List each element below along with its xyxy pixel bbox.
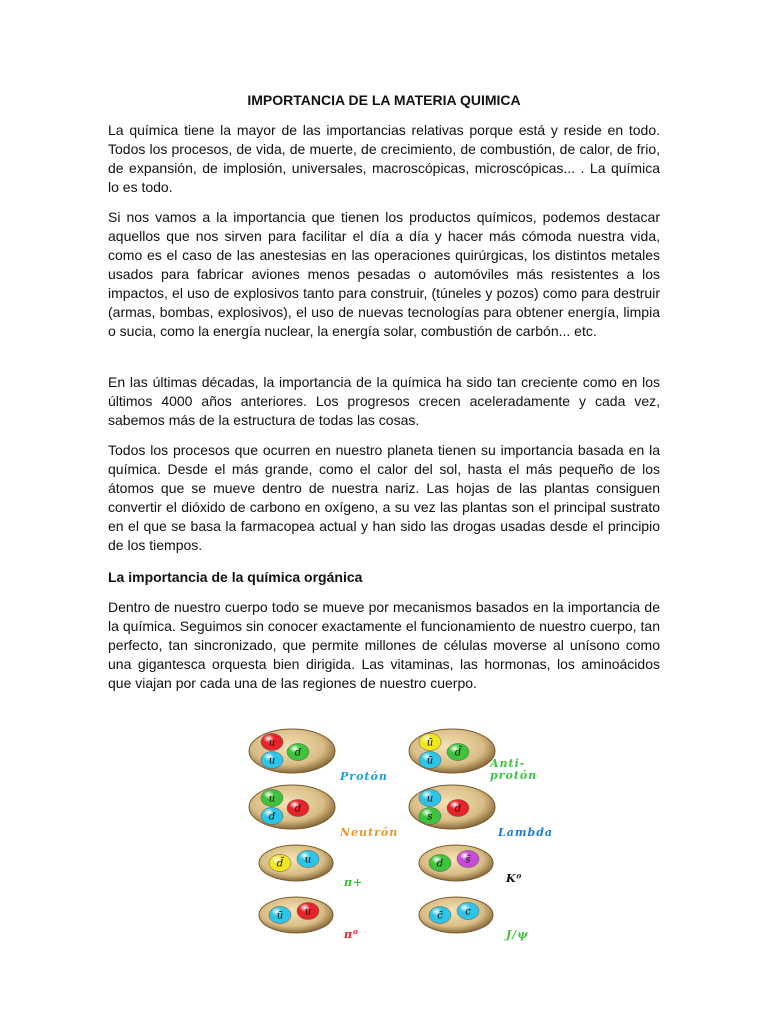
particle-7: [418, 896, 494, 934]
quark-label: d: [294, 747, 302, 759]
section-heading: La importancia de la química orgánica: [108, 569, 363, 585]
quark-1: [457, 851, 479, 868]
quark-1: [261, 808, 283, 825]
quark-label: d: [436, 858, 444, 870]
particle-label: Lambda: [498, 826, 554, 839]
particle-diagram: [246, 722, 586, 942]
paragraph-organic: Dentro de nuestro cuerpo todo se mueve por mecanismos basados en la importancia de la química. Seguimos sin conocer exactamente el funcionamiento de nuestro cuerpo, tan perfecto, tan sincronizado, que permite millones de células moverse al unísono como una gigantesca orquesta bien dirigida. Las vitaminas, las hormonas, los aminoácidos que viajan por cada una de las regiones de nuestro cuerpo.: [108, 599, 660, 691]
quark-label: u: [304, 906, 312, 918]
quark-0: [261, 734, 283, 751]
quark-label: s: [427, 811, 433, 823]
particle-shell: [248, 728, 336, 774]
particle-label: Protón: [340, 770, 388, 783]
particle-5: [418, 844, 494, 882]
quark-label: s̄: [465, 854, 471, 866]
particle-label: K⁰: [506, 872, 523, 885]
paragraph-2: Si nos vamos a la importancia que tienen los productos químicos, podemos destacar aquellos que nos sirven para facilitar el día a día y hacer más cómoda nuestra vida, como es el caso de las anestesias en las operaciones quirúrgicas, los distintos metales usados para fabricar aviones menos pesadas o automóviles más resistentes a los impactos, el uso de explosivos tanto para construir, (túneles y pozos) como para destruir (armas, bombas, explosivos), el uso de nuevas tecnologías para obtener energía, limpia o sucia, como la energía nuclear, la energía solar, combustión de carbón... etc.: [108, 209, 660, 339]
document-title: IMPORTANCIA DE LA MATERIA QUIMICA: [247, 92, 521, 108]
quark-2: [447, 800, 469, 817]
particle-shell: [248, 784, 336, 830]
quark-label: d̄: [276, 858, 284, 870]
paragraph-1: La química tiene la mayor de las importancias relativas porque está y reside en todo. Todos los procesos, de vida, de muerte, de crecimiento, de combustión, de calor, de frio, de expansión, de implosión, universales, macroscópicas, microscópicas... . La química lo es todo.: [108, 122, 660, 195]
quark-label: c: [465, 906, 471, 918]
quark-0: [261, 790, 283, 807]
particle-shell: [408, 728, 496, 774]
quark-0: [269, 907, 291, 924]
particle-1: [408, 728, 496, 774]
particle-2: [248, 784, 336, 830]
particle-shell: [408, 784, 496, 830]
quark-label: ū: [426, 737, 434, 749]
quark-1: [261, 752, 283, 769]
quark-label: d: [268, 811, 276, 823]
quark-label: c̄: [437, 910, 443, 922]
quark-label: u: [268, 737, 276, 749]
particle-shell: [258, 896, 334, 934]
paragraph-4: Todos los procesos que ocurren en nuestro planeta tienen su importancia basada en la química. Desde el más grande, como el calor del sol, hasta el más pequeño de los átomos que se mueve dentro de nuestra nariz. Las hojas de las plantas consiguen convertir el dióxido de carbono en oxígeno, a su vez las plantas son el principal sustrato en el que se basa la farmacopea actual y han sido las drogas usadas desde el principio de los tiempos.: [108, 442, 660, 553]
particle-shell: [418, 896, 494, 934]
quark-0: [269, 855, 291, 872]
quark-2: [447, 744, 469, 761]
quark-label: u: [304, 854, 312, 866]
quark-1: [419, 808, 441, 825]
particle-label: J/ψ: [506, 928, 529, 941]
quark-0: [429, 855, 451, 872]
quark-0: [429, 907, 451, 924]
quark-0: [419, 734, 441, 751]
paragraph-3: En las últimas décadas, la importancia de la química ha sido tan creciente como en los últimos 4000 años anteriores. Los progresos crecen aceleradamente y cada vez, sabemos más de la estructura de todas las cosas.: [108, 374, 660, 428]
quark-2: [287, 744, 309, 761]
quark-label: u: [268, 793, 276, 805]
particle-3: [408, 784, 496, 830]
particle-shell: [258, 844, 334, 882]
quark-1: [297, 851, 319, 868]
particle-0: [248, 728, 336, 774]
quark-label: u: [426, 793, 434, 805]
quark-label: ū: [276, 910, 284, 922]
quark-label: ū: [426, 755, 434, 767]
particle-shell: [418, 844, 494, 882]
quark-label: d: [294, 803, 302, 815]
quark-2: [287, 800, 309, 817]
quark-0: [419, 790, 441, 807]
quark-1: [297, 903, 319, 920]
particle-label: π⁰: [344, 928, 359, 941]
particle-6: [258, 896, 334, 934]
particle-label: Neutrón: [340, 826, 399, 839]
particle-label: π+: [344, 876, 364, 889]
quark-label: u: [268, 755, 276, 767]
particle-label: Anti-protón: [490, 757, 538, 782]
quark-label: d: [454, 803, 462, 815]
particle-4: [258, 844, 334, 882]
quark-1: [457, 903, 479, 920]
quark-1: [419, 752, 441, 769]
quark-label: d̄: [454, 747, 462, 759]
